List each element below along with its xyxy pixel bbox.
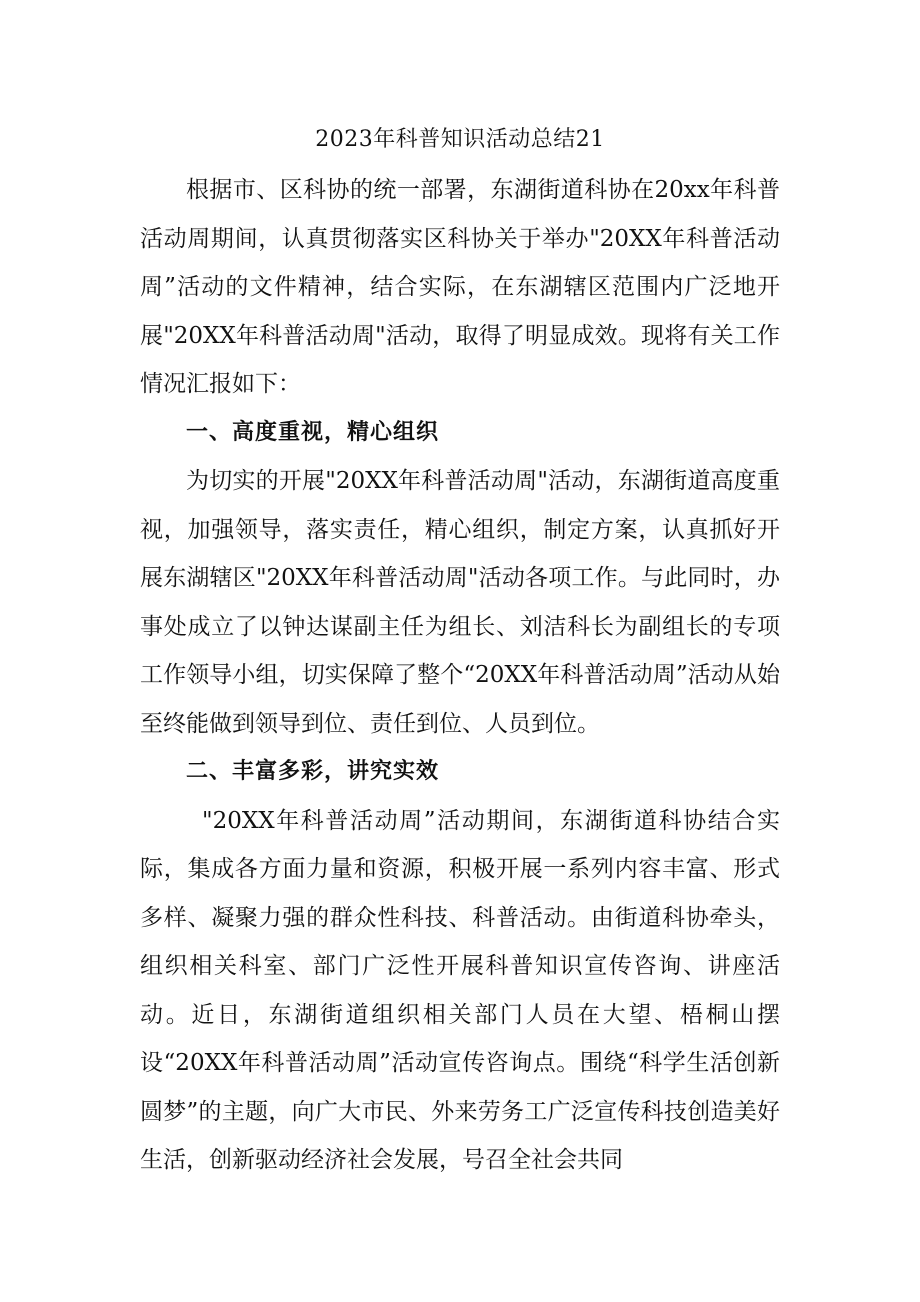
document-body: [140, 166, 780, 1185]
intro-paragraph: 根据市、区科协的统一部署，东湖街道科协在20xx年科普活动周期间，认真贯彻落实区科协关于举办"20XX年科普活动周”活动的文件精神，结合实际，在东湖辖区范围内广泛地开展"20XX年科普活动周"活动，取得了明显成效。现将有关工作情况汇报如下：: [140, 177, 780, 397]
document-title: 2023年科普知识活动总结21: [315, 127, 605, 152]
section-2-paragraph: "20XX年科普活动周”活动期间，东湖街道科协结合实际，集成各方面力量和资源，积极开展一系列内容丰富、形式多样、凝聚力强的群众性科技、科普活动。由街道科协牵头，组织相关科室、部门广泛性开展科普知识宣传咨询、讲座活动。近日，东湖街道组织相关部门人员在大望、梧桐山摆设“20XX年科普活动周”活动宣传咨询点。围绕“科学生活创新圆梦”的主题，向广大市民、外来劳务工广泛宣传科技创造美好生活，创新驱动经济社会发展，号召全社会共同: [140, 807, 780, 1173]
section-1-paragraph: 为切实的开展"20XX年科普活动周"活动，东湖街道高度重视，加强领导，落实责任，精心组织，制定方案，认真抓好开展东湖辖区"20XX年科普活动周"活动各项工作。与此同时，办事处成立了以钟达谋副主任为组长、刘洁科长为副组长的专项工作领导小组，切实保障了整个“20XX年科普活动周”活动从始至终能做到领导到位、责任到位、人员到位。: [140, 468, 780, 737]
section-heading-1: 一、高度重视，精心组织: [186, 419, 440, 445]
section-heading-2: 二、丰富多彩，讲究实效: [186, 759, 440, 784]
